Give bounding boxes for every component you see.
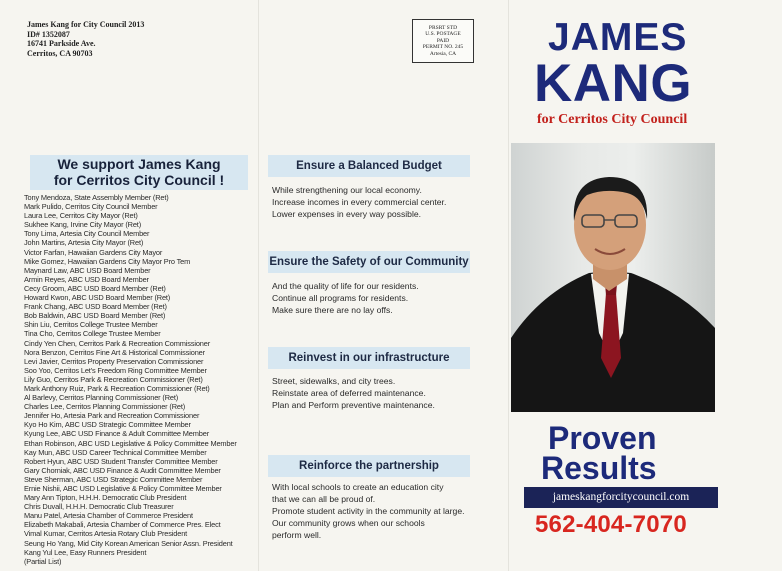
candidate-last-name: KANG xyxy=(534,54,693,113)
endorsement-item: Seung Ho Yang, Mid City Korean American Senior Assn. President xyxy=(24,538,233,548)
section-heading: Ensure a Balanced Budget xyxy=(268,155,470,177)
endorsement-item: Charles Lee, Cerritos Planning Commissioner (Ret) xyxy=(24,402,186,412)
endorsement-item: Howard Kwon, ABC USD Board Member (Ret) xyxy=(24,293,171,303)
postage-line: U.S. POSTAGE xyxy=(425,31,461,38)
endorsement-item: Levi Javier, Cerritos Property Preservation Commissioner xyxy=(24,356,204,366)
postage-line: PERMIT NO. 245 xyxy=(422,44,464,51)
return-line: Cerritos, CA 90703 xyxy=(27,48,93,58)
endorsement-item: Al Barlevy, Cerritos Planning Commissioner (Ret) xyxy=(24,393,179,403)
endorsement-heading xyxy=(30,155,248,190)
endorsement-item: Cindy Yen Chen, Cerritos Park & Recreation Commissioner xyxy=(24,338,211,348)
endorsement-item: Mark Anthony Ruiz, Park & Recreation Commissioner (Ret) xyxy=(24,383,210,393)
endorsement-item: Armin Reyes, ABC USD Board Member xyxy=(24,274,149,284)
candidate-office: for Cerritos City Council xyxy=(537,112,688,127)
fold-line xyxy=(508,0,509,571)
endorsement-item: Nora Benzon, Cerritos Fine Art & Historical Commissioner xyxy=(24,347,205,357)
endorsement-item: Laura Lee, Cerritos City Mayor (Ret) xyxy=(24,211,138,221)
endorsement-item: Ethan Robinson, ABC USD Legislative & Policy Committee Member xyxy=(24,438,237,448)
postage-indicia xyxy=(412,19,474,63)
endorsement-item: Soo Yoo, Cerritos Let's Freedom Ring Committee Member xyxy=(24,365,207,375)
section-heading: Reinvest in our infrastructure xyxy=(268,347,470,369)
section-body xyxy=(272,184,492,220)
endorsement-item: Ernie Nishii, ABC USD Legislative & Policy Committee Member xyxy=(24,484,222,493)
section-line: Street, sidewalks, and city trees. xyxy=(272,376,396,386)
endorsement-item: Frank Chang, ABC USD Board Member (Ret) xyxy=(24,302,167,312)
endorsement-item: Tony Mendoza, State Assembly Member (Ret) xyxy=(24,193,169,202)
return-line: James Kang for City Council 2013 xyxy=(27,20,145,29)
return-line: ID# 1352087 xyxy=(27,29,70,39)
endorsement-item: Maynard Law, ABC USD Board Member xyxy=(24,265,151,275)
section-line: Lower expenses in every way possible. xyxy=(272,209,422,219)
section-line: Reinstate area of deferred maintenance. xyxy=(272,388,426,398)
section-line: Increase incomes in every commercial center. xyxy=(272,197,447,207)
section-body xyxy=(272,280,492,316)
endorsement-item: Tony Lima, Artesia City Council Member xyxy=(24,229,150,239)
endorsement-item: Cecy Groom, ABC USD Board Member (Ret) xyxy=(24,283,166,293)
return-address xyxy=(27,20,144,58)
section-body xyxy=(272,375,492,411)
section-line: Plan and Perform preventive maintenance. xyxy=(272,400,435,410)
endorsement-item: John Martins, Artesia City Mayor (Ret) xyxy=(24,238,144,248)
section-line: While strengthening our local economy. xyxy=(272,185,422,195)
endorsement-item: Robert Hyun, ABC USD Student Transfer Committee Member xyxy=(24,456,218,466)
section-line: perform well. xyxy=(272,530,322,540)
section-heading: Reinforce the partnership xyxy=(268,455,470,477)
section-line: With local schools to create an education city xyxy=(272,482,444,492)
endorsement-item: Jennifer Ho, Artesia Park and Recreation Commissioner xyxy=(24,411,200,421)
section-line: that we can all be proud of. xyxy=(272,494,376,504)
section-line: Make sure there are no lay offs. xyxy=(272,305,393,315)
section-line: Promote student activity in the community at large. xyxy=(272,506,465,516)
section-line: Our community grows when our schools xyxy=(272,518,425,528)
postage-line: PAID xyxy=(436,37,450,44)
endorsement-item: Kyung Lee, ABC USD Finance & Adult Committee Member xyxy=(24,429,210,439)
endorsement-item: Kay Mun, ABC USD Career Technical Committee Member xyxy=(24,447,207,457)
endorsement-list xyxy=(24,193,260,566)
postage-line: Artesia, CA xyxy=(429,50,457,57)
endorsement-item: Lily Guo, Cerritos Park & Recreation Commissioner (Ret) xyxy=(24,374,203,384)
endorsement-item: Victor Farfan, Hawaiian Gardens City Mayor xyxy=(24,247,163,257)
endorsement-item: Mark Pulido, Cerritos City Council Member xyxy=(24,202,158,212)
endorsement-item: Gary Chorniak, ABC USD Finance & Audit Committee Member xyxy=(24,465,221,475)
return-line: 16741 Parkside Ave. xyxy=(27,39,96,48)
section-line: And the quality of life for our residents. xyxy=(272,281,419,291)
postage-line: PRSRT STD xyxy=(428,24,458,31)
endorsement-item: Shin Liu, Cerritos College Trustee Member xyxy=(24,320,158,330)
endorsement-item: Steve Sherman, ABC USD Strategic Committee Member xyxy=(24,474,203,484)
slogan-results: Results xyxy=(541,450,657,486)
website-banner[interactable]: jameskangforcitycouncil.com xyxy=(524,487,718,508)
endorsement-item: Mary Ann Tipton, H.H.H. Democratic Club President xyxy=(24,493,187,503)
endorsement-item: (Partial List) xyxy=(24,556,62,566)
endorsement-item: Tina Cho, Cerritos College Trustee Member xyxy=(24,329,161,339)
endorsement-item: Sukhee Kang, Irvine City Mayor (Ret) xyxy=(24,220,142,230)
endorsement-item: Bob Baldwin, ABC USD Board Member (Ret) xyxy=(24,311,166,321)
endorsement-item: Elizabeth Makabali, Artesia Chamber of Commerce Pres. Elect xyxy=(24,520,221,530)
endorsement-heading-line1: We support James Kang xyxy=(57,156,221,172)
section-line: Continue all programs for residents. xyxy=(272,293,409,303)
section-heading: Ensure the Safety of our Community xyxy=(268,251,470,273)
endorsement-heading-line2: for Cerritos City Council ! xyxy=(53,172,225,188)
endorsement-item: Kang Yul Lee, Easy Runners President xyxy=(24,547,147,557)
candidate-first-name: JAMES xyxy=(548,16,688,59)
candidate-photo xyxy=(511,143,715,412)
slogan-proven: Proven xyxy=(548,420,657,456)
endorsement-item: Manu Patel, Artesia Chamber of Commerce President xyxy=(24,511,193,521)
endorsement-item: Kyo Ho Kim, ABC USD Strategic Committee Member xyxy=(24,420,191,430)
portrait-illustration xyxy=(511,143,715,412)
section-body xyxy=(272,481,492,541)
endorsement-item: Mike Gomez, Hawaiian Gardens City Mayor Pro Tem xyxy=(24,256,191,266)
endorsement-item: Vimal Kumar, Cerritos Artesia Rotary Club President xyxy=(24,529,188,539)
phone-number[interactable]: 562-404-7070 xyxy=(535,511,687,538)
endorsement-item: Chris Duvall, H.H.H. Democratic Club Treasurer xyxy=(24,502,174,512)
